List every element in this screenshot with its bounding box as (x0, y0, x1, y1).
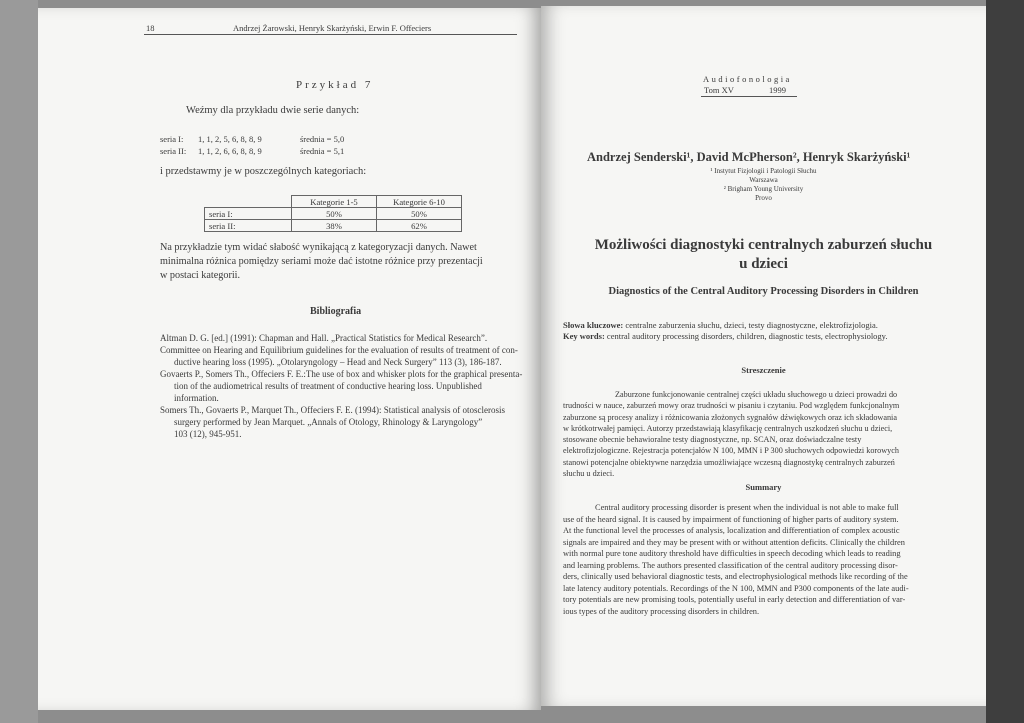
abstract-polish-line: zaburzone są procesy analizy i różnicowania złożonych sygnałów dźwiękowych oraz ich składowania (563, 412, 897, 422)
abstract-polish-line: w krótkotrwałej pamięci. Autorzy przedstawiają klasyfikację centralnych uszkodzeń słuchu u dzieci, (563, 423, 893, 433)
page-number: 18 (146, 23, 155, 33)
journal-rule (701, 96, 797, 97)
title-english: Diagnostics of the Central Auditory Processing Disorders in Children (608, 286, 919, 297)
scanner-background-left (0, 0, 38, 723)
bibliography-line: surgery performed by Jean Marquet. „Annals of Otology, Rhinology & Laryngology” (174, 417, 483, 427)
journal-name: Audiofonologia (703, 74, 792, 84)
abstract-polish (563, 389, 899, 479)
series-1-label: seria I: (160, 134, 184, 144)
abstract-english-line: At the functional level the processes of analysis, localization and differentiation of complex acoustic (563, 526, 900, 535)
table-cell: 62% (377, 220, 462, 232)
bibliography-line: Somers Th., Govaerts P., Marquet Th., Offeciers F. E. (1994): Statistical analysis of otosclerosis (160, 405, 505, 415)
keywords-polish-label: Słowa kluczowe: (563, 320, 624, 330)
abstract-english-line: tory potentials are new promising tools, potentially useful in early detection and differentiation of var- (563, 595, 906, 604)
table-header-cell: Kategorie 6-10 (377, 196, 462, 208)
abstract-polish-line: Zaburzone funkcjonowanie centralnej części układu słuchowego u dzieci prowadzi do (615, 390, 898, 399)
abstract-english-line: ious types of the auditory processing disorders in children. (563, 606, 760, 616)
table-header-row (205, 196, 462, 208)
abstract-english-title: Summary (745, 482, 782, 492)
example-title: Przykład 7 (296, 79, 374, 91)
journal-year: 1999 (769, 85, 786, 95)
keywords-polish (563, 320, 878, 330)
header-rule (144, 34, 517, 35)
authors: Andrzej Senderski¹, David McPherson², Henryk Skarżyński¹ (587, 150, 911, 164)
abstract-english-line: signals are impaired and they may be present with or without attention deficits. Clinically the children (563, 537, 905, 547)
abstract-english-line: Central auditory processing disorder is present when the individual is not able to make full (595, 503, 899, 512)
series-2-label: seria II: (160, 146, 187, 156)
abstract-polish-line: stanowi potencjalne obiektywne narzędzia umożliwiające wczesną diagnostykę centralnych zaburzeń (563, 457, 895, 467)
table-cell (205, 196, 292, 208)
paragraph-line: minimalna różnica pomiędzy seriami może dać istotne różnice przy prezentacji (160, 256, 483, 267)
abstract-english-line: ders, clinically used behavioral diagnostic tests, and electrophysiological methods like recording of the (563, 572, 908, 581)
running-head: Andrzej Żarowski, Henryk Skarżyński, Erwin F. Offeciers (233, 23, 432, 33)
table-header-cell: Kategorie 1-5 (292, 196, 377, 208)
intro-text: Weźmy dla przykładu dwie serie danych: (186, 105, 360, 116)
table-row (205, 208, 462, 220)
bibliography-line: ductive hearing loss (1995). „Otolaryngology – Head and Neck Surgery” 113 (3), 186-187. (174, 357, 502, 367)
table-cell: 38% (292, 220, 377, 232)
bibliography-line: tion of the audiometrical results of treatment of conductive hearing loss. Unpublished (174, 381, 482, 391)
paragraph-line: w postaci kategorii. (160, 270, 241, 281)
table-cell: seria II: (205, 220, 292, 232)
journal-volume: Tom XV (704, 85, 734, 95)
keywords-english-label: Key words: (563, 331, 605, 341)
table-cell: 50% (377, 208, 462, 220)
paragraph-line: Na przykładzie tym widać słabość wynikającą z kategoryzacji danych. Nawet (160, 242, 477, 253)
scanner-background-right (986, 0, 1024, 723)
bibliography-line: Govaerts P., Somers Th., Offeciers F. E.:The use of box and whisker plots for the graphical presenta- (160, 369, 523, 379)
keywords-polish-text: centralne zaburzenia słuchu, dzieci, testy diagnostyczne, elektrofizjologia. (625, 320, 878, 330)
affiliation-line: ² Brigham Young University (723, 185, 804, 193)
bibliography-title: Bibliografia (310, 306, 362, 317)
bibliography-line: Altman D. G. [ed.] (1991): Chapman and Hall. „Practical Statistics for Medical Research”. (160, 333, 488, 343)
table-row (205, 220, 462, 232)
abstract-english-line: with normal pure tone auditory threshold have difficulties in speech decoding which leads to reading (563, 549, 901, 558)
categories-intro: i przedstawmy je w poszczególnych kategoriach: (160, 166, 367, 177)
series-2-values: 1, 1, 2, 6, 6, 8, 8, 9 (198, 146, 262, 156)
abstract-polish-line: stosowane obecnie behawioralne testy diagnostyczne, np. SCAN, oraz doświadczalne testy (563, 435, 862, 445)
abstract-english-line: late latency auditory potentials. Recordings of the N 100, MMN and P300 components of the late audi- (563, 583, 909, 593)
affiliation-line: Warszawa (749, 176, 778, 184)
keywords-english (563, 331, 888, 341)
series-2-mean: średnia = 5,1 (300, 146, 345, 156)
title-polish-line: u dzieci (739, 256, 788, 272)
keywords-english-text: central auditory processing disorders, children, diagnostic tests, electrophysiology. (606, 331, 888, 341)
abstract-polish-line: słuchu u dzieci. (563, 469, 615, 479)
abstract-english-line: use of the heard signal. It is caused by impairment of functioning of higher parts of auditory system. (563, 514, 899, 524)
table-cell: 50% (292, 208, 377, 220)
series-1-values: 1, 1, 2, 5, 6, 8, 8, 9 (198, 134, 262, 144)
left-page (38, 8, 541, 710)
title-polish-line: Możliwości diagnostyki centralnych zaburzeń słuchu (594, 237, 933, 253)
abstract-english (563, 502, 909, 617)
abstract-polish-title: Streszczenie (741, 365, 786, 375)
bibliography-line: 103 (12), 945-951. (174, 429, 242, 439)
right-page (541, 6, 986, 706)
categories-table (204, 195, 462, 232)
affiliation-line: ¹ Instytut Fizjologii i Patologii Słuchu (710, 167, 817, 175)
bibliography-line: Committee on Hearing and Equilibrium guidelines for the evaluation of results of treatment of con- (160, 345, 518, 355)
affiliation-line: Provo (755, 194, 772, 202)
table-cell: seria I: (205, 208, 292, 220)
bibliography-line: information. (174, 393, 219, 403)
series-1-mean: średnia = 5,0 (300, 134, 345, 144)
abstract-english-line: and learning problems. The authors presented classification of the central auditory processing disor- (563, 560, 898, 570)
abstract-polish-line: trudności w nauce, zaburzeń mowy oraz trudności w pisaniu i czytaniu. Pod względem funkcjonalnym (563, 401, 900, 411)
abstract-polish-line: elektrofizjologiczne. Rejestracja potencjałów N 100, MMN i P 300 słuchowych odpowiedzi korowych (563, 446, 899, 456)
